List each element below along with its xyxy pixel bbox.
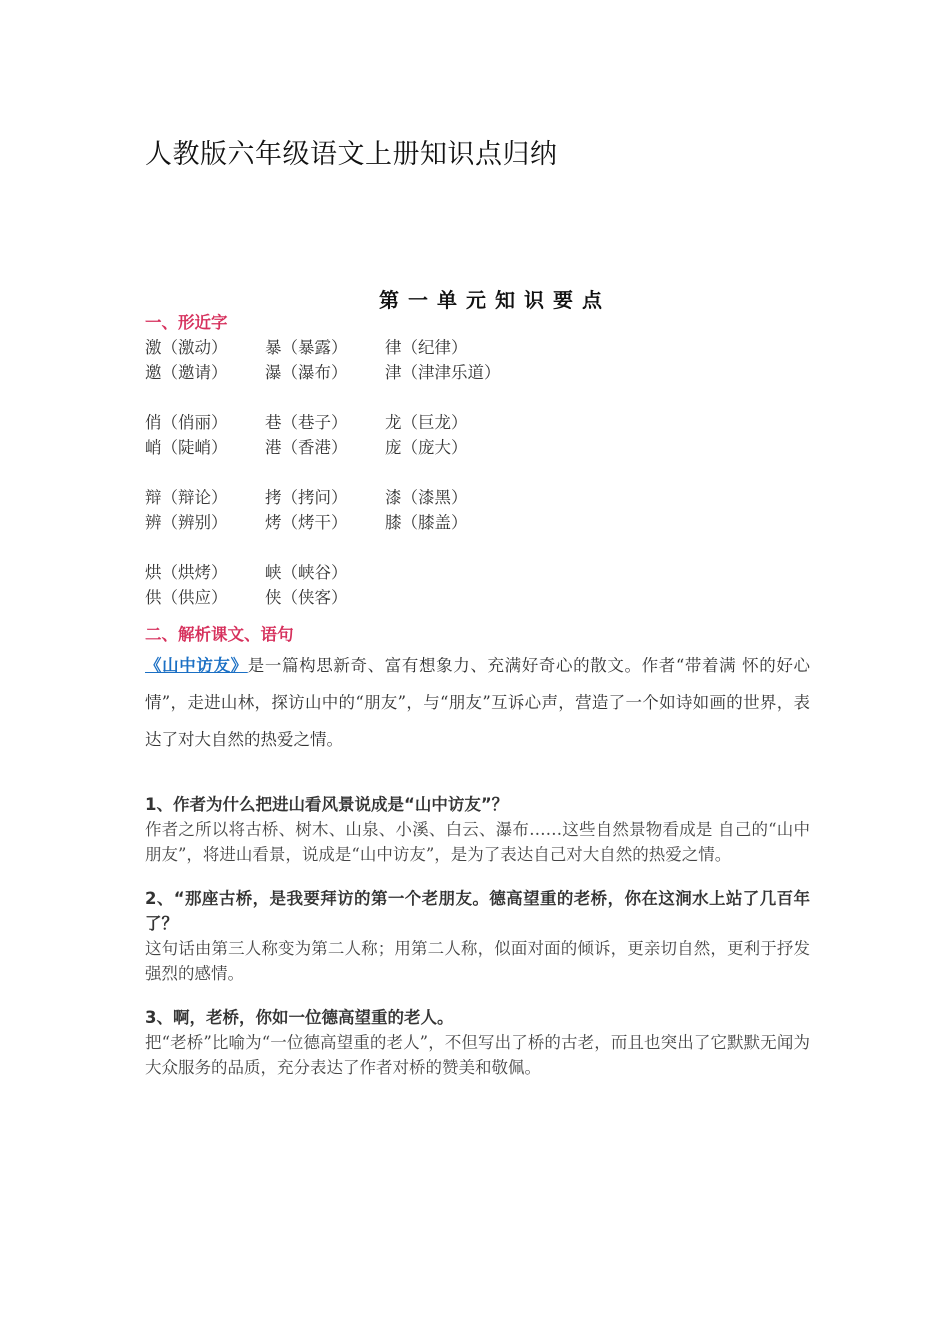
character-row [145,410,810,435]
qa-item-2 [145,886,810,986]
character-entry: 烘（烘烤） [145,563,228,582]
character-group [145,485,810,535]
character-entry: 峭（陡峭） [145,438,228,457]
section-heading-text-analysis: 二、解析课文、语句 [145,625,294,644]
group-spacer [145,385,810,410]
character-entry: 激（激动） [145,338,228,357]
character-row [145,510,810,535]
qa-question: 1、作者为什么把进山看风景说成是“山中访友”？ [145,795,509,814]
section-heading-similar-characters: 一、形近字 [145,313,228,332]
document-title: 人教版六年级语文上册知识点归纳 [145,139,558,170]
character-entry: 律（纪律） [385,338,468,357]
character-row [145,585,810,610]
character-row [145,485,810,510]
qa-answer: 把“老桥”比喻为“一位德高望重的老人”，不但写出了桥的古老，而且也突出了它默默无闻为大众服务的品质，充分表达了作者对桥的赞美和敬佩。 [145,1033,810,1077]
lesson-title-link[interactable]: 《山中访友》 [145,656,248,675]
character-entry: 巷（巷子） [265,413,348,432]
group-spacer [145,535,810,560]
character-group [145,335,810,385]
group-spacer [145,460,810,485]
lesson-intro-text: 是一篇构思新奇、富有想象力、充满好奇心的散文。作者“带着满 怀的好心情”，走进山林，探访山中的“朋友”，与“朋友”互诉心声，营造了一个如诗如画的世界，表达了对大自然的热爱之情。 [145,656,811,749]
character-entry: 膝（膝盖） [385,513,468,532]
similar-characters-list [145,335,810,610]
qa-item-1 [145,792,810,867]
character-entry: 侠（侠客） [265,588,348,607]
qa-question: 2、“那座古桥，是我要拜访的第一个老朋友。德高望重的老桥，你在这涧水上站了几百年了？ [145,889,810,933]
character-entry: 庞（庞大） [385,438,468,457]
qa-question: 3、啊，老桥，你如一位德高望重的老人。 [145,1008,454,1027]
character-row [145,360,810,385]
character-row [145,435,810,460]
character-entry: 辩（辩论） [145,488,228,507]
character-entry: 辨（辨别） [145,513,228,532]
character-entry: 烤（烤干） [265,513,348,532]
character-row [145,560,810,585]
character-entry: 漆（漆黑） [385,488,468,507]
qa-item-3 [145,1005,810,1080]
character-entry: 瀑（瀑布） [265,363,348,382]
character-entry: 龙（巨龙） [385,413,468,432]
character-entry: 峡（峡谷） [265,563,348,582]
character-entry: 供（供应） [145,588,228,607]
qa-answer: 这句话由第三人称变为第二人称；用第二人称，似面对面的倾诉，更亲切自然，更利于抒发强烈的感情。 [145,939,810,983]
character-entry: 津（津津乐道） [385,363,501,382]
character-group [145,410,810,460]
lesson-intro-paragraph [145,647,810,758]
unit-title: 第一单元知识要点 [379,288,611,312]
character-entry: 港（香港） [265,438,348,457]
character-row [145,335,810,360]
character-entry: 暴（暴露） [265,338,348,357]
qa-answer: 作者之所以将古桥、树木、山泉、小溪、白云、瀑布……这些自然景物看成是 自己的“山中朋友”，将进山看景，说成是“山中访友”，是为了表达自己对大自然的热爱之情。 [145,820,810,864]
character-group [145,560,810,610]
character-entry: 俏（俏丽） [145,413,228,432]
document-content [145,310,810,1080]
character-entry: 拷（拷问） [265,488,348,507]
character-entry: 邀（邀请） [145,363,228,382]
